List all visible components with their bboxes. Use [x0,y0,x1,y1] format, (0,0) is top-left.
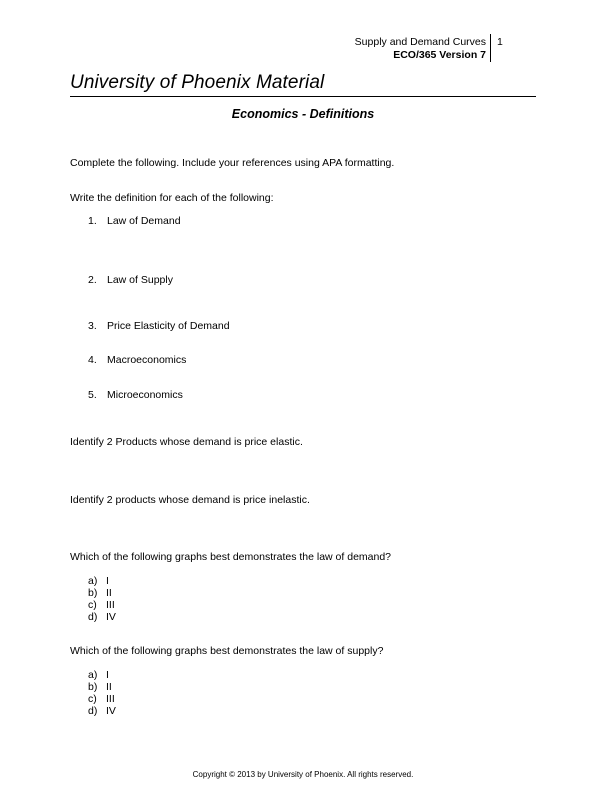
option-letter: c) [88,693,97,705]
instruction-line-1: Complete the following. Include your references using APA formatting. [70,157,395,169]
question-supply: Which of the following graphs best demonstrates the law of supply? [70,645,384,657]
option-value: III [106,599,115,611]
item-term: Microeconomics [107,389,183,401]
header-course: ECO/365 Version 7 [393,49,486,61]
copyright-footer: Copyright © 2013 by University of Phoenix. All rights reserved. [192,770,414,779]
definition-item [88,354,186,366]
option-value: IV [106,611,116,623]
header-doc-name: Supply and Demand Curves [354,36,486,48]
definition-item [88,320,230,332]
item-number: 1. [88,215,97,227]
option-letter: d) [88,705,98,717]
option-value: II [106,681,112,693]
item-term: Law of Supply [107,274,173,286]
doc-title: Economics - Definitions [231,107,375,121]
option-item [88,575,116,587]
option-item [88,611,116,623]
question-supply-options [88,669,116,717]
identify-inelastic-prompt: Identify 2 products whose demand is price inelastic. [70,494,310,506]
item-number: 4. [88,354,97,366]
page-number: 1 [497,36,503,48]
option-value: IV [106,705,116,717]
item-term: Law of Demand [107,215,181,227]
item-number: 3. [88,320,97,332]
instruction-line-2: Write the definition for each of the following: [70,192,274,204]
org-title: University of Phoenix Material [70,72,325,93]
running-header [355,36,486,62]
option-item [88,681,116,693]
option-item [88,693,116,705]
option-letter: d) [88,611,98,623]
question-demand: Which of the following graphs best demonstrates the law of demand? [70,551,392,563]
option-item [88,705,116,717]
item-term: Price Elasticity of Demand [107,320,230,332]
definition-item [88,215,181,227]
option-value: II [106,587,112,599]
option-letter: a) [88,575,98,587]
option-item [88,669,116,681]
option-value: III [106,693,115,705]
option-value: I [106,575,109,587]
option-letter: b) [88,681,98,693]
item-number: 5. [88,389,97,401]
option-letter: a) [88,669,98,681]
option-value: I [106,669,109,681]
option-item [88,599,116,611]
item-term: Macroeconomics [107,354,187,366]
option-letter: b) [88,587,98,599]
definition-item [88,274,173,286]
definition-item [88,389,183,401]
item-number: 2. [88,274,97,286]
header-divider [490,34,491,62]
identify-elastic-prompt: Identify 2 Products whose demand is price elastic. [70,436,303,448]
option-item [88,587,116,599]
question-demand-options [88,575,116,623]
option-letter: c) [88,599,97,611]
title-rule [70,96,536,97]
